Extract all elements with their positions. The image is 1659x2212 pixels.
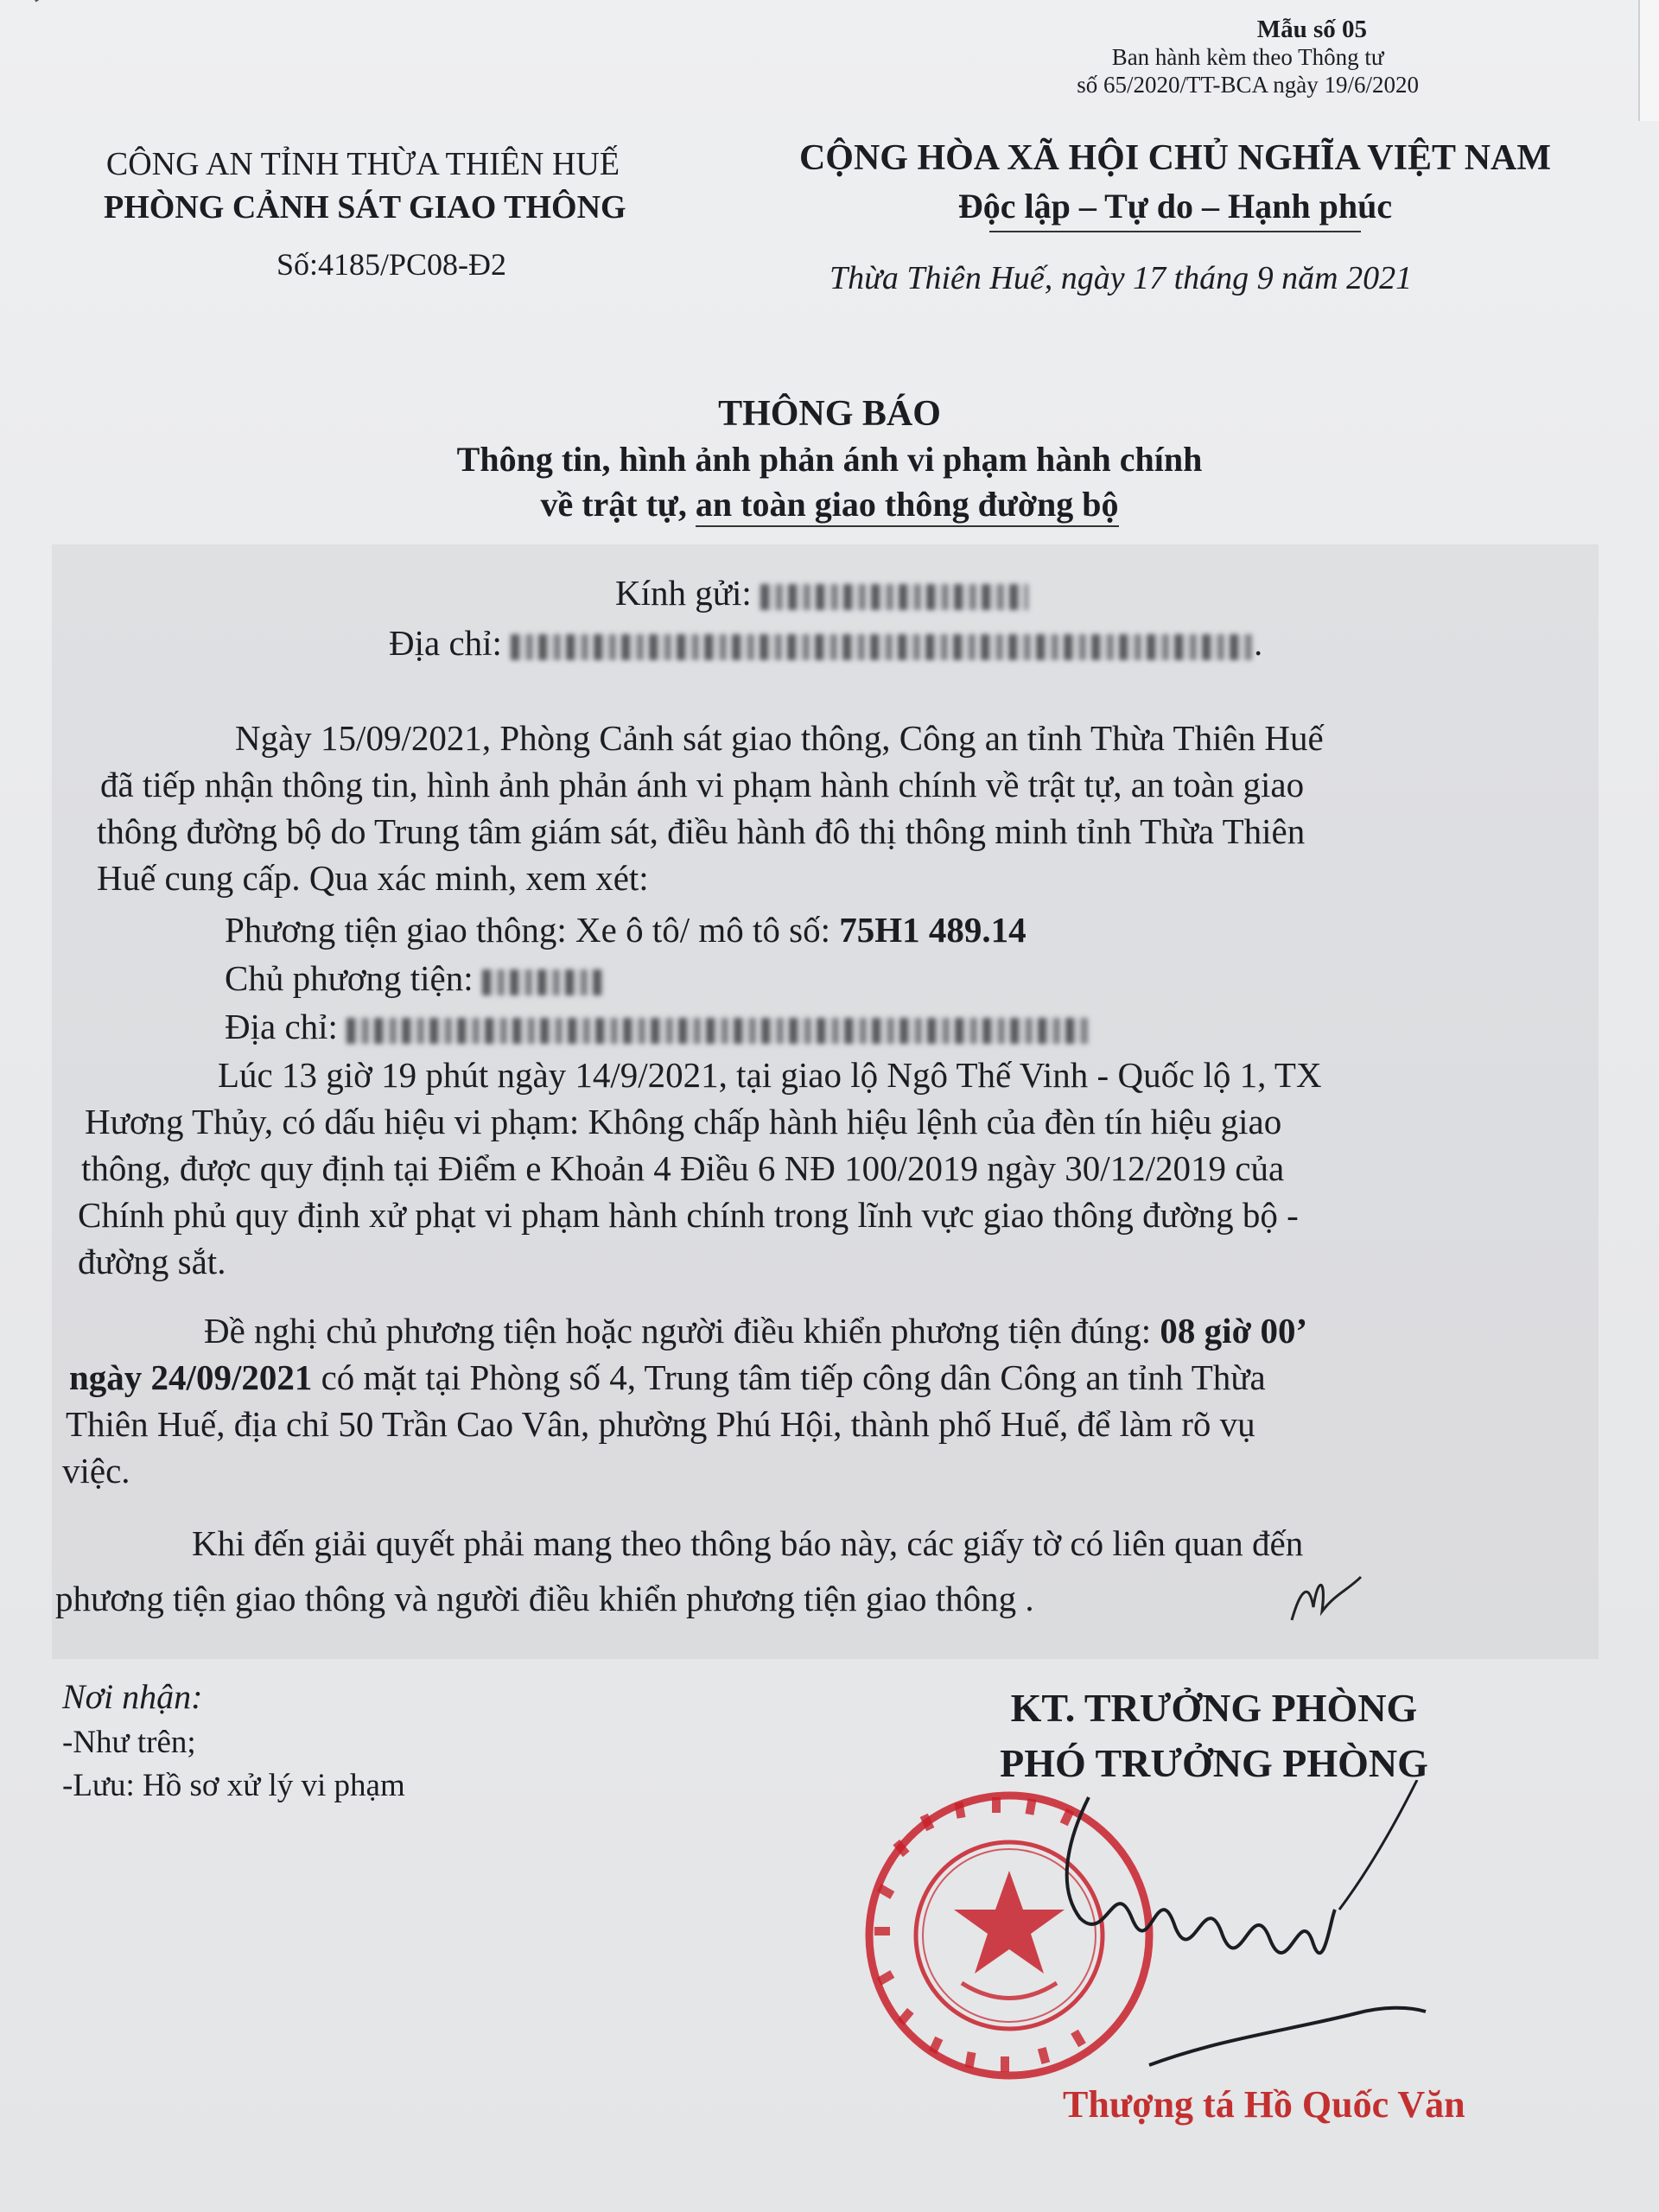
appointment-date: ngày 24/09/2021 — [69, 1357, 313, 1397]
p4-line: phương tiện giao thông và người điều khiển phương tiện giao thông . — [55, 1579, 1034, 1618]
p1-line: thông đường bộ do Trung tâm giám sát, điều hành đô thị thông minh tỉnh Thừa Thiên — [97, 811, 1306, 851]
p3-line3: Thiên Huế, địa chỉ 50 Trần Cao Vân, phường Phú Hội, thành phố Huế, để làm rõ vụ — [66, 1404, 1255, 1444]
signer-role-2: PHÓ TRƯỞNG PHÒNG — [1000, 1741, 1428, 1785]
owner-address-label: Địa chỉ: — [225, 1007, 338, 1046]
nation-name: CỘNG HÒA XÃ HỘI CHỦ NGHĨA VIỆT NAM — [798, 138, 1552, 178]
recipients-label: Nơi nhận: — [62, 1677, 203, 1716]
signer-name: Thượng tá Hồ Quốc Văn — [1063, 2083, 1465, 2126]
p3-line4: việc. — [62, 1451, 130, 1491]
national-motto: Độc lập – Tự do – Hạnh phúc — [957, 187, 1393, 226]
redacted-owner-address — [346, 1018, 1090, 1044]
p1-line: Huế cung cấp. Qua xác minh, xem xét: — [97, 858, 649, 898]
paper-edge — [1638, 0, 1659, 121]
p2-line: Lúc 13 giờ 19 phút ngày 14/9/2021, tại giao lộ Ngô Thế Vinh - Quốc lộ 1, TX — [218, 1055, 1322, 1095]
vehicle-label: Phương tiện giao thông: Xe ô tô/ mô tô số: — [225, 910, 831, 950]
form-number: Mẫu số 05 — [1256, 16, 1367, 43]
document-subtitle-1: Thông tin, hình ảnh phản ánh vi phạm hành chính — [456, 440, 1203, 479]
document-title: THÔNG BÁO — [718, 394, 941, 434]
document-number: Số:4185/PC08-Đ2 — [276, 247, 507, 282]
signature-title — [933, 1681, 1495, 1791]
owner-address-line — [225, 1004, 1090, 1049]
recipients-item: -Như trên; — [62, 1725, 196, 1760]
vehicle-line — [225, 907, 1027, 952]
recipient-address-line — [389, 620, 1262, 665]
paper-crease — [35, 0, 135, 2]
p2-line: thông, được quy định tại Điểm e Khoản 4 Điều 6 NĐ 100/2019 ngày 30/12/2019 của — [81, 1148, 1285, 1188]
recipient-address-label: Địa chỉ: — [389, 623, 502, 663]
recipient-line — [615, 570, 1028, 615]
p3-text: có mặt tại Phòng số 4, Trung tâm tiếp công dân Công an tỉnh Thừa — [321, 1357, 1266, 1397]
redacted-name — [760, 584, 1028, 610]
p1-line: Ngày 15/09/2021, Phòng Cảnh sát giao thông, Công an tỉnh Thừa Thiên Huế — [235, 718, 1324, 758]
form-issued-line2: số 65/2020/TT-BCA ngày 19/6/2020 — [1077, 72, 1419, 98]
license-plate: 75H1 489.14 — [839, 910, 1027, 950]
p3-line1 — [204, 1308, 1307, 1353]
national-header — [769, 134, 1581, 232]
p1-line: đã tiếp nhận thông tin, hình ảnh phản ánh vi phạm hành chính về trật tự, an toàn giao — [100, 765, 1305, 804]
handwritten-signature-icon — [1002, 1780, 1452, 2108]
address-period: . — [1253, 623, 1263, 663]
form-label — [1077, 16, 1419, 99]
appointment-time: 08 giờ 00’ — [1160, 1311, 1308, 1351]
p2-line: đường sắt. — [78, 1242, 226, 1281]
issuing-agency — [104, 143, 626, 229]
agency-line1: CÔNG AN TỈNH THỪA THIÊN HUẾ — [105, 146, 620, 182]
form-issued-line1: Ban hành kèm theo Thông tư — [1111, 44, 1384, 70]
subtitle-2b: an toàn giao thông đường bộ — [696, 485, 1119, 527]
motto-underline — [989, 231, 1361, 232]
redacted-address — [511, 634, 1254, 660]
p4-line: Khi đến giải quyết phải mang theo thông báo này, các giấy tờ có liên quan đến — [192, 1523, 1304, 1563]
document-subtitle-2 — [0, 484, 1659, 524]
p3-line2 — [69, 1355, 1266, 1400]
signer-role-1: KT. TRƯỞNG PHÒNG — [1010, 1686, 1418, 1730]
p2-line: Hương Thủy, có dấu hiệu vi phạm: Không chấp hành hiệu lệnh của đèn tín hiệu giao — [85, 1102, 1282, 1141]
initial-mark — [1287, 1573, 1365, 1624]
subtitle-2a: về trật tự, — [540, 485, 687, 524]
p3-text: Đề nghị chủ phương tiện hoặc người điều khiển phương tiện đúng: — [204, 1311, 1152, 1351]
p2-line: Chính phủ quy định xử phạt vi phạm hành chính trong lĩnh vực giao thông đường bộ - — [78, 1195, 1299, 1235]
owner-label: Chủ phương tiện: — [225, 958, 474, 998]
agency-line2: PHÒNG CẢNH SÁT GIAO THÔNG — [104, 189, 626, 226]
issue-date: Thừa Thiên Huế, ngày 17 tháng 9 năm 2021 — [830, 260, 1413, 296]
redacted-owner — [482, 969, 603, 995]
recipients-item: -Lưu: Hồ sơ xử lý vi phạm — [62, 1768, 405, 1803]
recipient-label: Kính gửi: — [615, 573, 752, 613]
owner-line — [225, 956, 603, 1001]
